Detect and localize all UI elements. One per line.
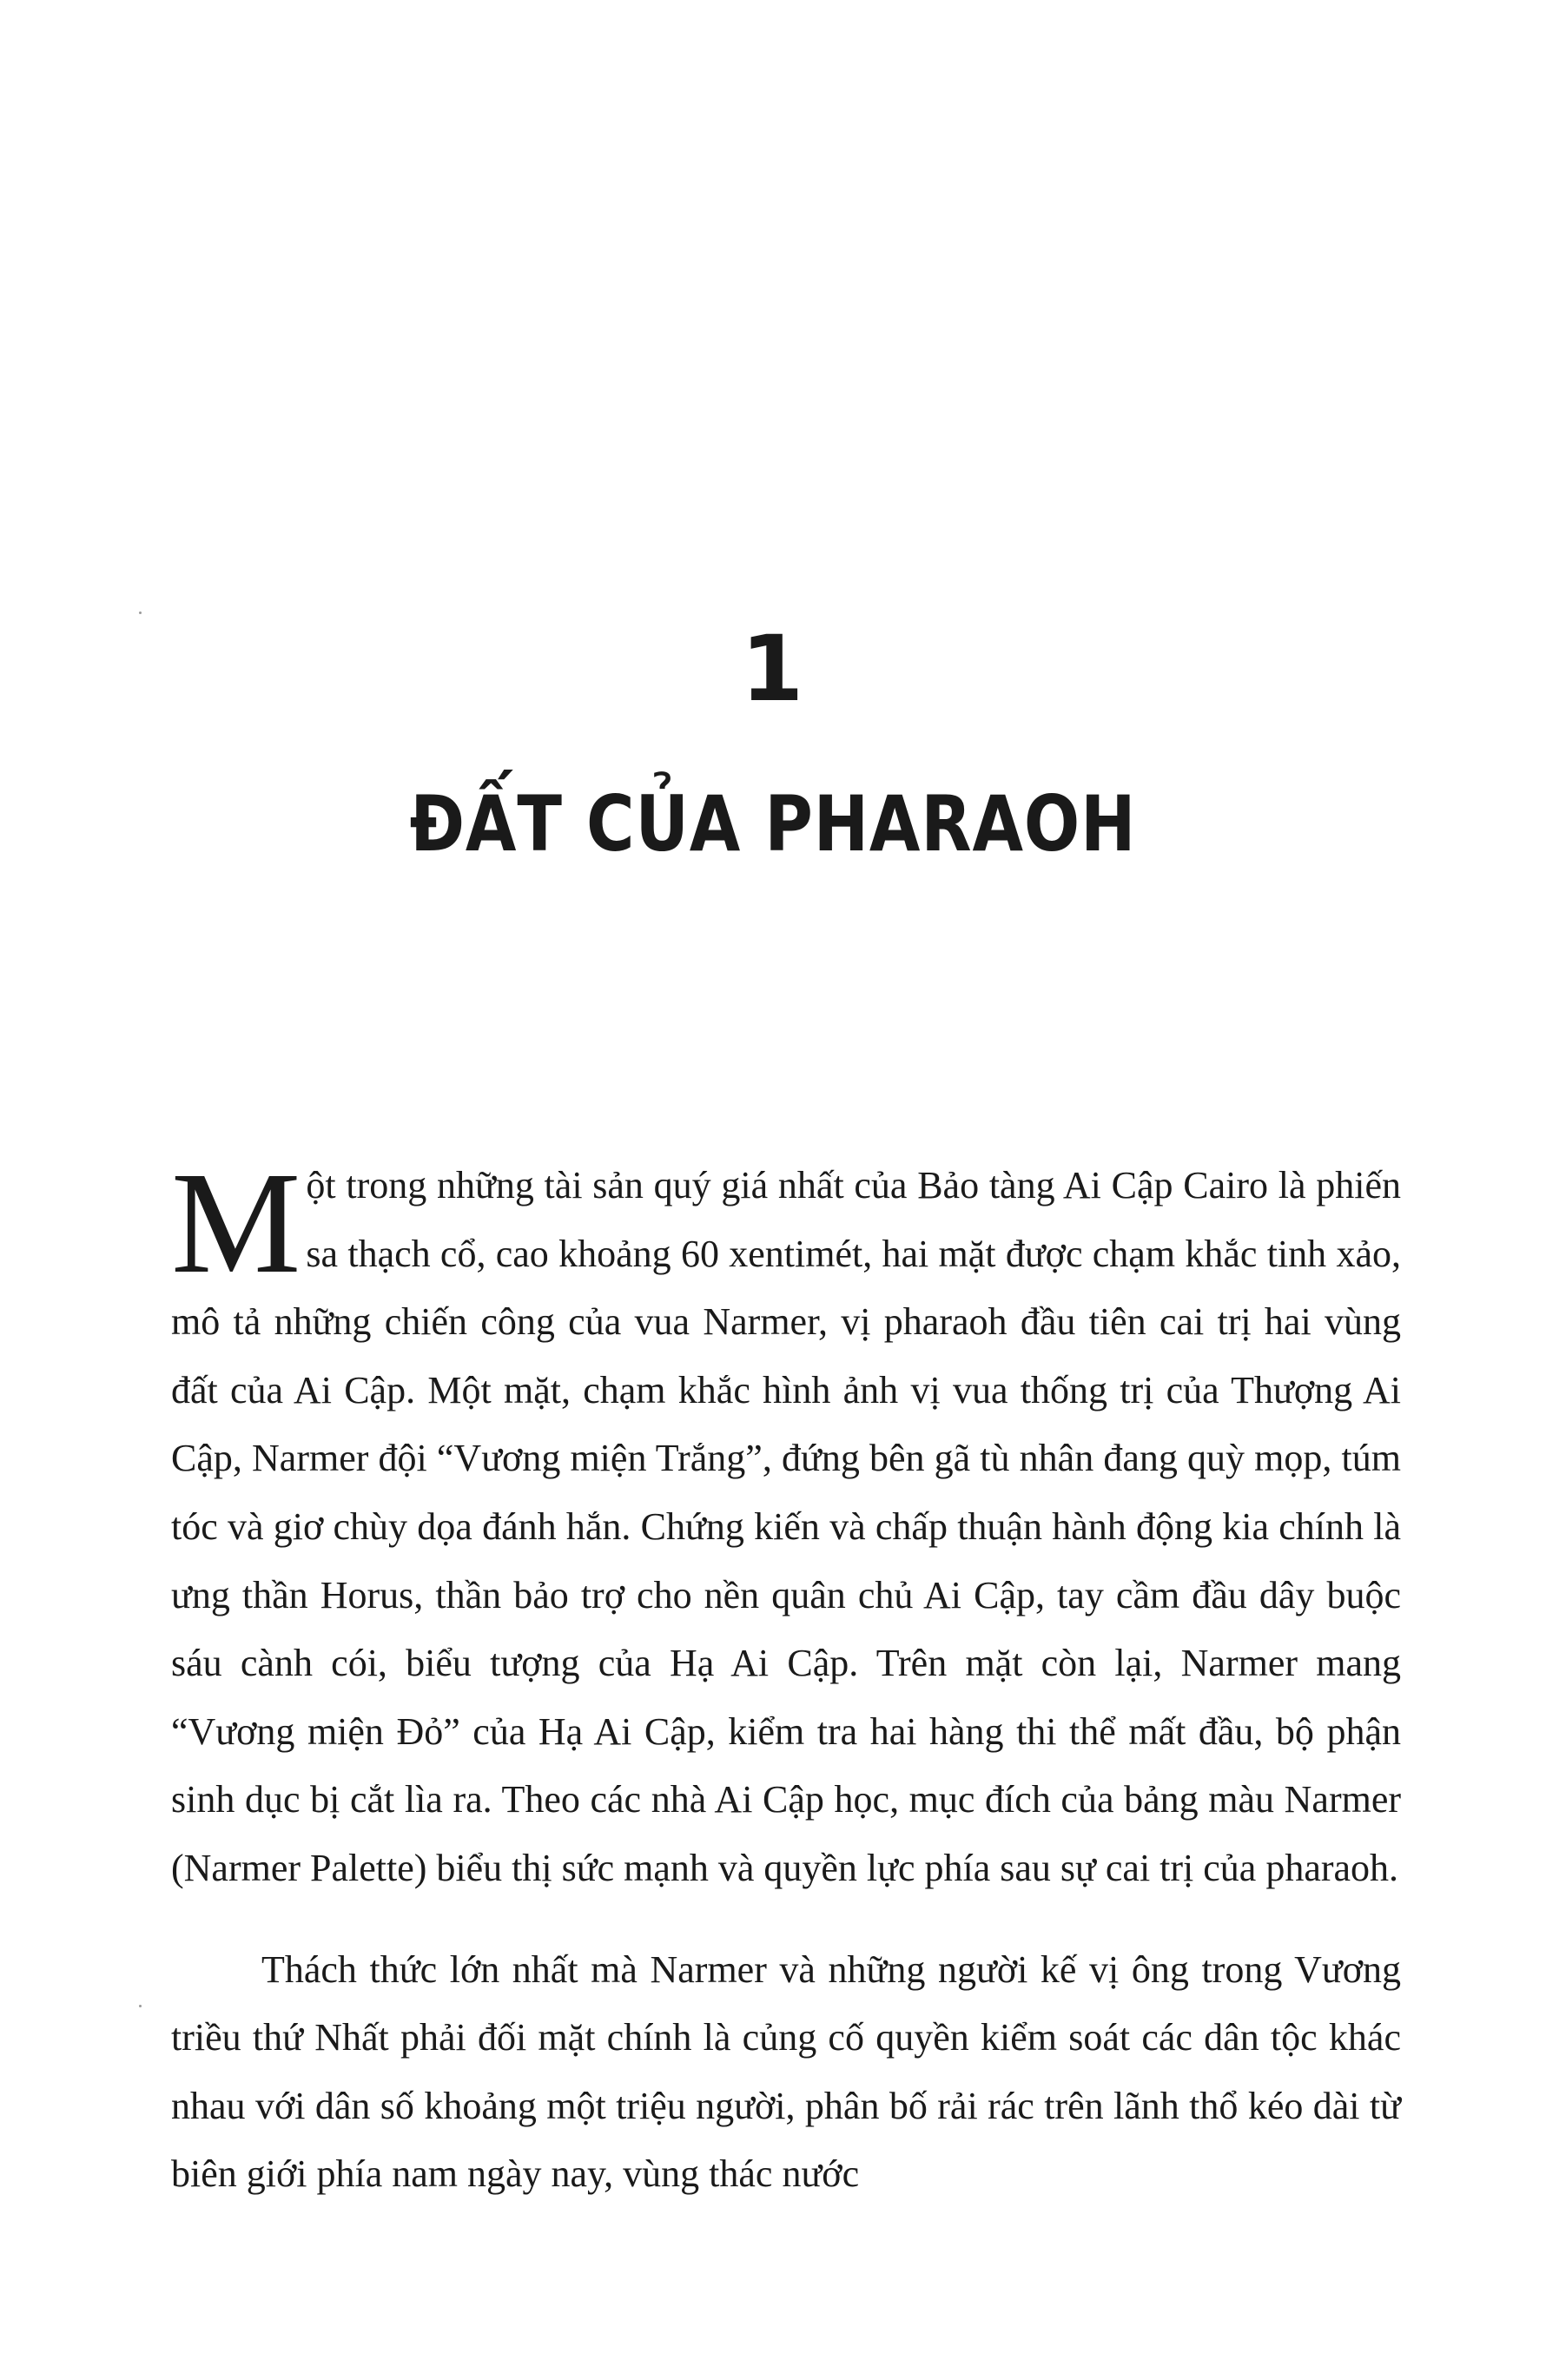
chapter-number: 1: [740, 616, 806, 722]
paragraph-2: Thách thức lớn nhất mà Narmer và những người kế vị ông trong Vương triều thứ Nhất phải đối mặt chính là củng cố quyền kiểm soát các dân tộc khác nhau với dân số khoảng một triệu người, phân bố rải rác trên lãnh thổ kéo dài từ biên giới phía nam ngày nay, vùng thác nước: [171, 1947, 1401, 2196]
chapter-title: ĐẤT CỦA PHARAOH: [409, 779, 1137, 869]
body-text: [171, 1142, 1401, 2209]
scan-speck: [139, 2005, 142, 2007]
scan-speck: [139, 612, 142, 614]
drop-cap: M: [171, 1142, 301, 1304]
paragraph-1-text: ột trong những tài sản quý giá nhất của Bảo tàng Ai Cập Cairo là phiến sa thạch cổ, cao khoảng 60 xentimét, hai mặt được chạm khắc tinh xảo, mô tả những chiến công của vua Narmer, vị pharaoh đầu tiên cai trị hai vùng đất của Ai Cập. Một mặt, chạm khắc hình ảnh vị vua thống trị của Thượng Ai Cập, Narmer đội “Vương miện Trắng”, đứng bên gã tù nhân đang quỳ mọp, túm tóc và giơ chùy dọa đánh hắn. Chứng kiến và chấp thuận hành động kia chính là ưng thần Horus, thần bảo trợ cho nền quân chủ Ai Cập, tay cầm đầu dây buộc sáu cành cói, biểu tượng của Hạ Ai Cập. Trên mặt còn lại, Narmer mang “Vương miện Đỏ” của Hạ Ai Cập, kiểm tra hai hàng thi thể mất đầu, bộ phận sinh dục bị cắt lìa ra. Theo các nhà Ai Cập học, mục đích của bảng màu Narmer (Narmer Palette) biểu thị sức mạnh và quyền lực phía sau sự cai trị của pharaoh.: [171, 1164, 1401, 1889]
paragraph-1: [171, 1142, 1401, 1903]
